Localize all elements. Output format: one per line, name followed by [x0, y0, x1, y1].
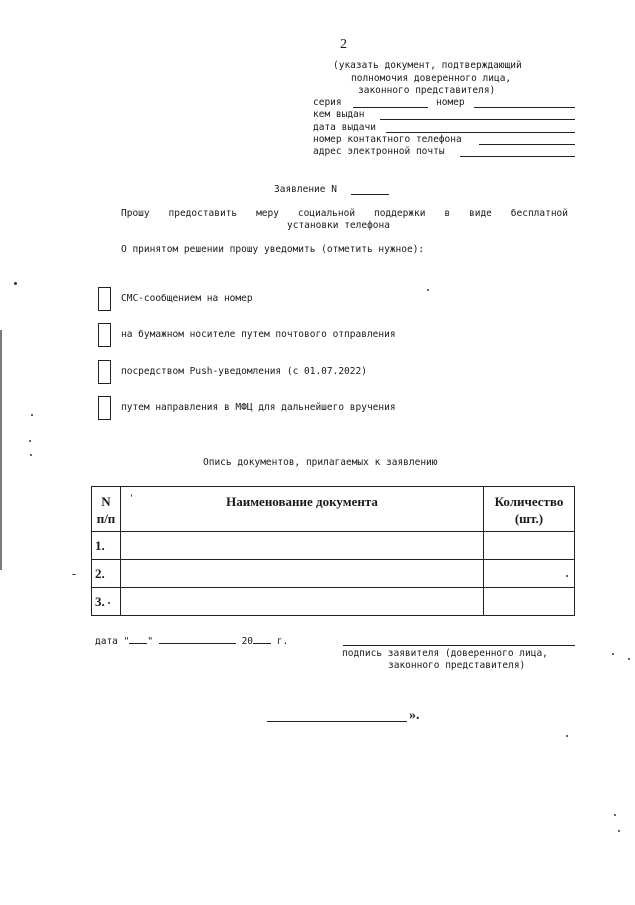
request-word: поддержки: [373, 208, 426, 219]
scan-speck: [612, 653, 614, 655]
scan-speck: [566, 735, 568, 737]
request-line1: [121, 208, 568, 221]
closing-mark: ».: [409, 708, 420, 723]
date-line: [95, 634, 288, 649]
scan-edge-mark: [0, 330, 2, 570]
name-header-text: Наименование документа: [226, 494, 378, 509]
application-number-field[interactable]: [351, 194, 389, 195]
scan-speck: [427, 289, 429, 291]
scan-speck: [30, 454, 32, 456]
request-word: меру: [256, 208, 279, 219]
request-word: предоставить: [168, 208, 238, 219]
table-row: [92, 532, 575, 560]
request-word: Прошу: [121, 208, 150, 219]
qty-header: [484, 487, 575, 532]
scan-speck: [29, 440, 31, 442]
row-number: 3.: [92, 588, 121, 616]
mfc-checkbox[interactable]: [98, 396, 111, 420]
quantity-cell[interactable]: [484, 588, 575, 616]
scan-speck: [618, 830, 620, 832]
request-word: бесплатной: [510, 208, 568, 219]
sms-checkbox[interactable]: [98, 287, 111, 311]
documents-table: [91, 486, 575, 616]
year-suffix: г.: [276, 636, 289, 647]
mfc-option-label: путем направления в МФЦ для дальнейшего вручения: [121, 402, 396, 413]
issued-by-field[interactable]: [380, 119, 575, 120]
header-note-line2: полномочия доверенного лица,: [351, 73, 512, 84]
phone-field[interactable]: [479, 144, 575, 145]
issued-by-label: кем выдан: [313, 109, 365, 120]
qty-header-line1: Количество: [494, 494, 564, 509]
email-label: адрес электронной почты: [313, 146, 445, 157]
num-header-line2: п/п: [96, 511, 116, 526]
scan-speck: [614, 814, 616, 816]
scan-speck: [628, 658, 630, 660]
num-header: [92, 487, 121, 532]
signature-caption-line1: подпись заявителя (доверенного лица,: [342, 648, 548, 659]
application-title-text: Заявление N: [274, 184, 337, 195]
date-label: дата: [95, 636, 118, 647]
sms-option-label: СМС-сообщением на номер: [121, 293, 253, 304]
email-field[interactable]: [460, 156, 575, 157]
num-header-line1: N: [101, 494, 111, 509]
quantity-cell[interactable]: [484, 560, 575, 588]
signature-field[interactable]: [343, 645, 575, 646]
number-label: номер: [436, 97, 465, 108]
header-note-line3: законного представителя): [358, 85, 496, 96]
quantity-cell[interactable]: [484, 532, 575, 560]
issue-date-field[interactable]: [386, 132, 575, 133]
inventory-title: Опись документов, прилагаемых к заявлению: [203, 457, 438, 468]
post-option-label: на бумажном носителе путем почтового отправления: [121, 329, 396, 340]
day-field[interactable]: [129, 634, 147, 644]
document-name-cell[interactable]: [121, 532, 484, 560]
qty-header-line2: (шт.): [514, 511, 544, 526]
push-checkbox[interactable]: [98, 360, 111, 384]
post-checkbox[interactable]: [98, 323, 111, 347]
application-title: [274, 184, 337, 197]
scan-speck: [131, 494, 132, 497]
document-name-cell[interactable]: [121, 560, 484, 588]
year-prefix: 20: [241, 636, 254, 647]
request-word: виде: [469, 208, 492, 219]
document-name-cell[interactable]: [121, 588, 484, 616]
name-header: [121, 487, 484, 532]
row-number: 2.: [92, 560, 121, 588]
notify-instruction: О принятом решении прошу уведомить (отметить нужное):: [121, 244, 425, 255]
scan-speck: [108, 602, 110, 604]
phone-label: номер контактного телефона: [313, 134, 462, 145]
request-word: в: [444, 208, 451, 219]
row-number: 1.: [92, 532, 121, 560]
table-header-row: [92, 487, 575, 532]
scan-speck: [72, 574, 76, 575]
scan-speck: [566, 575, 568, 577]
year-field[interactable]: [253, 634, 271, 644]
header-note-line1: (указать документ, подтверждающий: [333, 60, 522, 71]
signature-caption-line2: законного представителя): [388, 660, 526, 671]
request-word: социальной: [297, 208, 356, 219]
push-option-label: посредством Push-уведомления (с 01.07.2022): [121, 366, 367, 377]
series-field[interactable]: [353, 107, 428, 108]
series-label: серия: [313, 97, 342, 108]
quote-close: ": [147, 636, 154, 647]
table-row: [92, 560, 575, 588]
month-field[interactable]: [159, 634, 236, 644]
scan-speck: [31, 414, 33, 416]
table-row: [92, 588, 575, 616]
closing-field[interactable]: [267, 721, 407, 722]
request-line2: установки телефона: [287, 220, 390, 231]
quote-open: ": [123, 636, 130, 647]
scan-speck: [14, 282, 17, 285]
page-number: 2: [340, 37, 347, 52]
number-field[interactable]: [474, 107, 575, 108]
issue-date-label: дата выдачи: [313, 122, 376, 133]
